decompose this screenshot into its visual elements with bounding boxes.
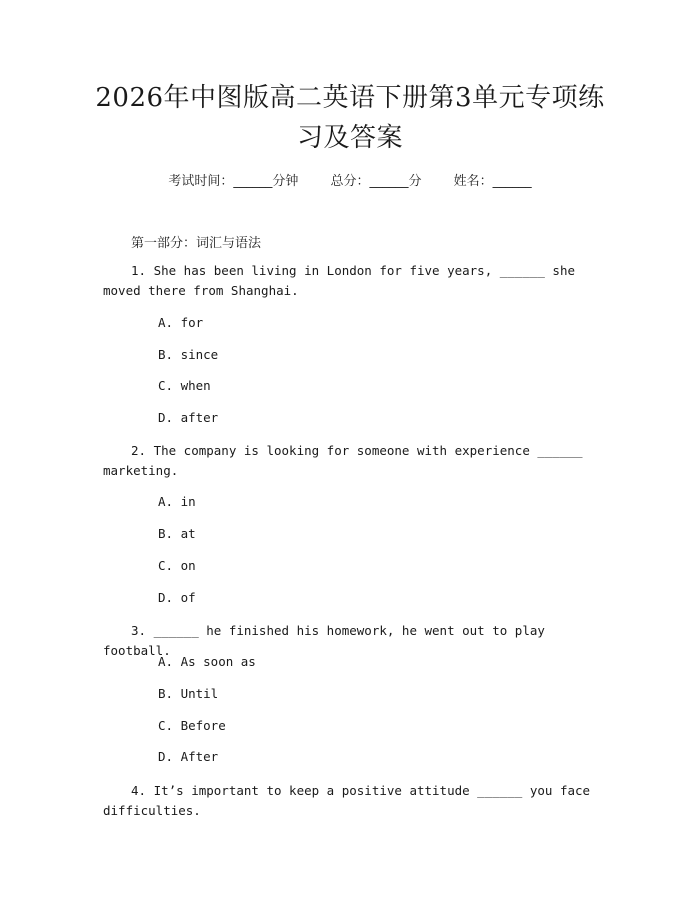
question-3-option-c: C. Before <box>158 718 226 733</box>
question-3-option-a: A. As soon as <box>158 654 256 669</box>
exam-meta <box>0 170 700 189</box>
page-title <box>60 78 640 158</box>
question-1-option-a: A. for <box>158 315 204 330</box>
question-1-option-b: B. since <box>158 347 219 362</box>
question-2-option-b: B. at <box>158 526 196 541</box>
question-2-option-a: A. in <box>158 494 196 509</box>
question-2: 2. The company is looking for someone with experience ______ marketing. <box>103 443 583 478</box>
question-2-option-c: C. on <box>158 558 196 573</box>
total-score: 总分：______分 <box>330 174 422 189</box>
title-line-2: 习及答案 <box>296 123 403 153</box>
title-line-1: 2026年中图版高二英语下册第3单元专项练 <box>95 83 605 113</box>
question-3: 3. ______ he finished his homework, he went out to play football. <box>103 623 545 658</box>
question-3-option-d: D. After <box>158 749 219 764</box>
question-1: 1. She has been living in London for five years, ______ she moved there from Shanghai. <box>103 263 576 298</box>
question-2-option-d: D. of <box>158 590 196 605</box>
section-heading: 第一部分：词汇与语法 <box>131 236 262 251</box>
exam-time: 考试时间：______分钟 <box>168 174 299 189</box>
question-1-option-d: D. after <box>158 410 219 425</box>
student-name: 姓名：______ <box>453 174 532 189</box>
question-1-option-c: C. when <box>158 378 211 393</box>
question-4: 4. It’s important to keep a positive attitude ______ you face difficulties. <box>103 783 591 818</box>
question-3-option-b: B. Until <box>158 686 219 701</box>
